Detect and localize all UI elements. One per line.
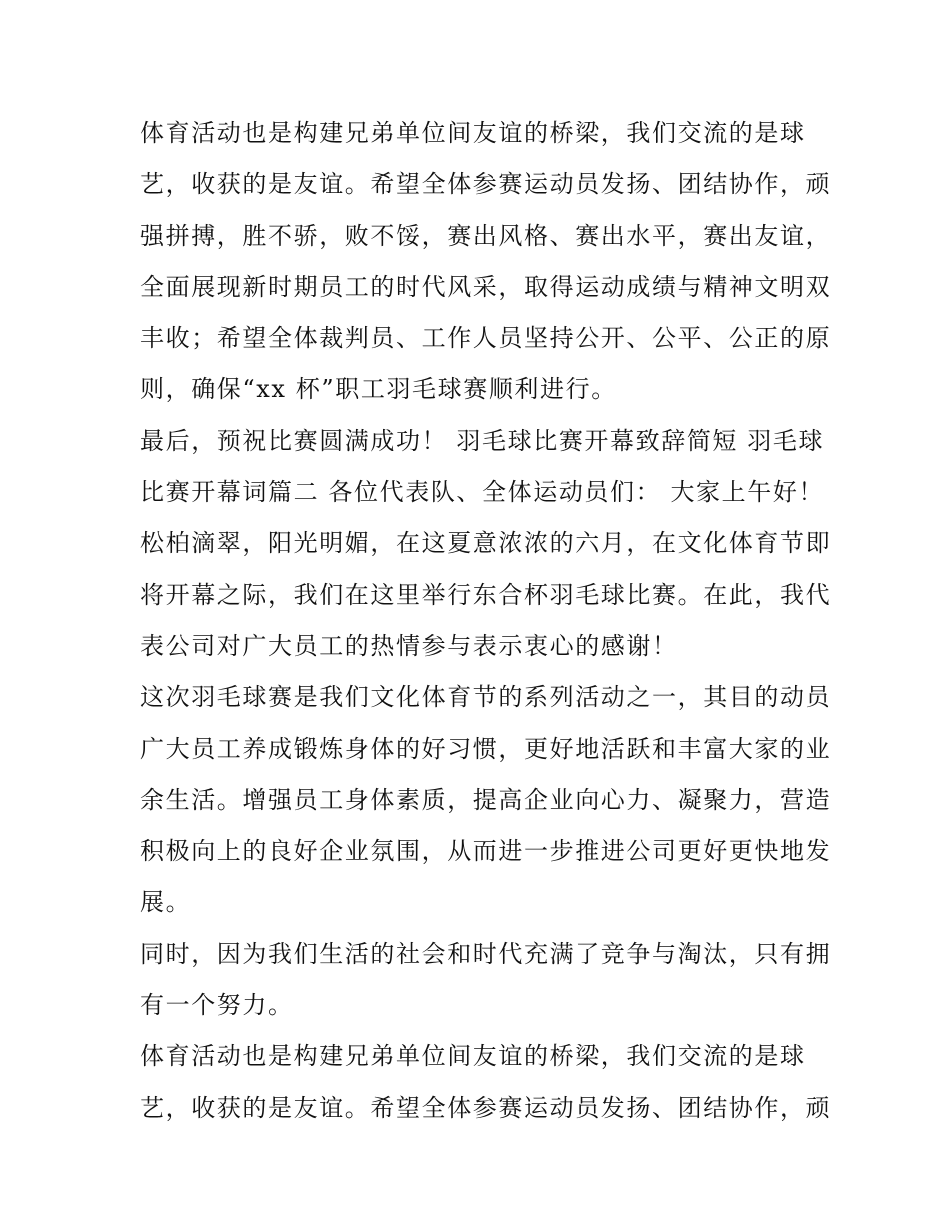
paragraph-1 <box>140 108 832 416</box>
text-line: 有一个努力。 <box>140 991 294 1020</box>
text-line: 体育活动也是构建兄弟单位间友谊的桥梁，我们交流的是球 <box>140 119 806 147</box>
text-line: 积极向上的良好企业氛围，从而进一步推进公司更好更快地发 <box>140 837 832 866</box>
text-line: 艺，收获的是友谊。希望全体参赛运动员发扬、团结协作，顽 <box>140 1093 832 1122</box>
text-line: 艺，收获的是友谊。希望全体参赛运动员发扬、团结协作，顽 <box>140 170 832 199</box>
text-line: 体育活动也是构建兄弟单位间友谊的桥梁，我们交流的是球 <box>140 1042 806 1071</box>
paragraph-5 <box>140 1031 832 1134</box>
text-line: 丰收；希望全体裁判员、工作人员坚持公开、公平、公正的原 <box>140 324 832 353</box>
paragraph-2 <box>140 416 832 672</box>
text-line: 松柏滴翠，阳光明媚，在这夏意浓浓的六月，在文化体育节即 <box>140 529 832 558</box>
paragraph-4 <box>140 929 832 1032</box>
document-body <box>140 108 832 1134</box>
text-line: 强拼搏，胜不骄，败不馁，赛出风格、赛出水平，赛出友谊， <box>140 221 832 250</box>
text-line: 则，确保“xx 杯”职工羽毛球赛顺利进行。 <box>140 375 617 404</box>
paragraph-3 <box>140 672 832 928</box>
text-line: 比赛开幕词篇二 各位代表队、全体运动员们： 大家上午好！ <box>140 478 825 507</box>
text-line: 全面展现新时期员工的时代风采，取得运动成绩与精神文明双 <box>140 272 832 301</box>
text-line: 同时，因为我们生活的社会和时代充满了竞争与淘汰，只有拥 <box>140 939 832 968</box>
text-line: 表公司对广大员工的热情参与表示衷心的感谢！ <box>140 631 678 660</box>
text-line: 展。 <box>140 888 192 917</box>
text-line: 最后，预祝比赛圆满成功！ 羽毛球比赛开幕致辞简短 羽毛球 <box>140 426 825 455</box>
text-line: 这次羽毛球赛是我们文化体育节的系列活动之一，其目的动员 <box>140 683 832 712</box>
text-line: 将开幕之际，我们在这里举行东合杯羽毛球比赛。在此，我代 <box>140 580 832 609</box>
text-line: 广大员工养成锻炼身体的好习惯，更好地活跃和丰富大家的业 <box>140 734 832 763</box>
text-line: 余生活。增强员工身体素质，提高企业向心力、凝聚力，营造 <box>140 785 832 814</box>
